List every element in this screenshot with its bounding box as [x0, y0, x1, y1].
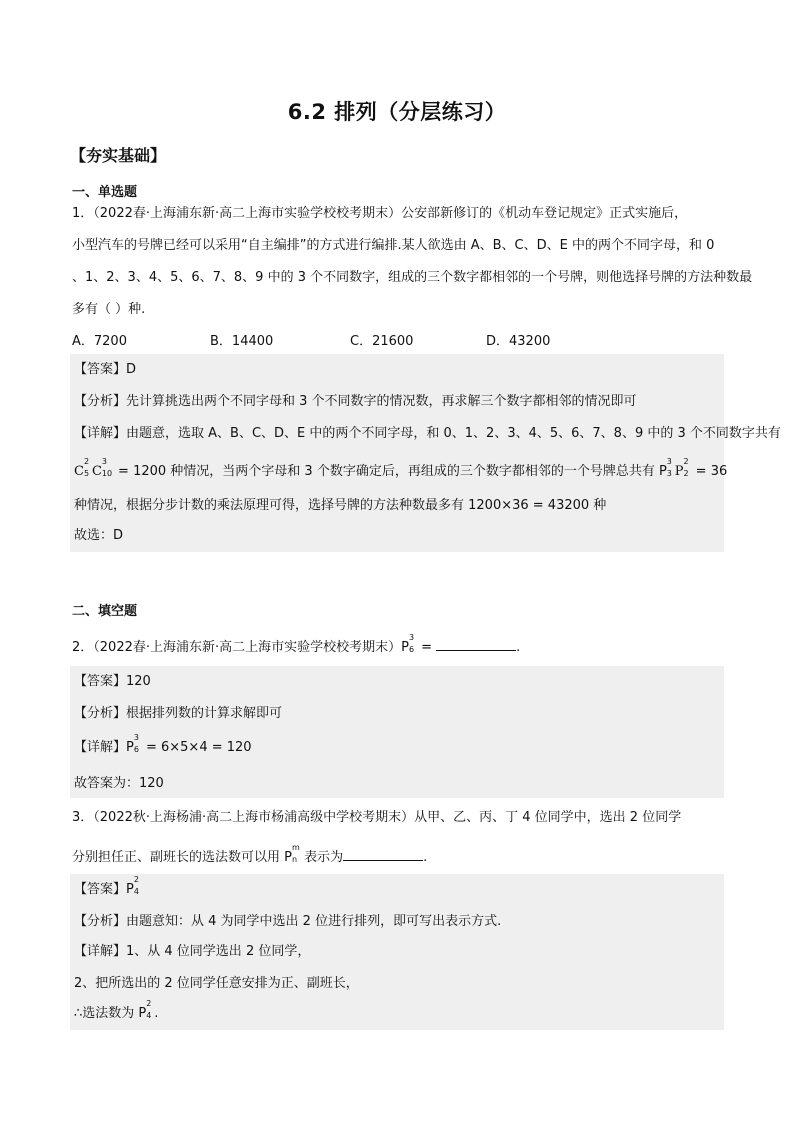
section-label: 【夯实基础】: [70, 146, 167, 165]
q1-analysis: 【分析】先计算挑选出两个不同字母和 3 个不同数字的情况数，再求解三个数字都相邻的情况即可: [74, 394, 637, 409]
page-title: 6.2 排列（分层练习）: [287, 100, 507, 124]
q2-answer-box: [70, 666, 724, 798]
q1-stem-line1: 1．（2022春·上海浦东新·高二上海市实验学校校考期末）公安部新修订的《机动车登记规定》正式实施后，: [72, 206, 688, 221]
q1-option-d: D．43200: [486, 334, 551, 349]
q3-blank: [343, 846, 423, 861]
part2-heading: 二、填空题: [72, 604, 138, 619]
q1-answer-box: [70, 354, 781, 552]
q1-option-b: B．14400: [210, 334, 274, 349]
q2-answer: 【答案】120: [74, 674, 151, 689]
q3-detail-line1: 【详解】1、从 4 位同学选出 2 位同学，: [74, 944, 311, 959]
q1-conclusion: 故选：D: [74, 528, 124, 543]
q1-answer: 【答案】D: [74, 362, 137, 377]
q2-blank: [436, 636, 516, 651]
q2-stem: 2．（2022春·上海浦东新·高二上海市实验学校校考期末）P 3 6 = .: [72, 633, 521, 655]
q2-detail: 【详解】P 3 6 = 6×5×4 = 120: [74, 733, 252, 755]
q3-answer-box: [70, 874, 724, 1030]
q3-answer: 【答案】P 2 4: [74, 875, 139, 897]
q3-detail-line2: 2、把所选出的 2 位同学任意安排为正、副班长，: [74, 976, 359, 991]
q1-stem-line3: 、1、2、3、4、5、6、7、8、9 中的 3 个不同数字，组成的三个数字都相邻的一个号牌，则他选择号牌的方法种数最: [72, 270, 753, 285]
part1-heading: 一、单选题: [72, 185, 138, 200]
q1-option-a: A．7200: [72, 334, 127, 349]
q1-detail-line3: 种情况，根据分步计数的乘法原理可得，选择号牌的方法种数最多有 1200×36 = 43200 种: [74, 498, 607, 513]
q1-detail-line2: C 2 5 C 3 10 = 1200 种情况，当两个字母和 3 个数字确定后，再组成的三个数字都相邻的一个号牌总共有 P 3 3 P 2 2 = 36: [74, 457, 728, 479]
q1-stem-line4: 多有（ ）种.: [72, 302, 146, 317]
q1-option-c: C．21600: [350, 334, 414, 349]
q3-stem-line1: 3．（2022秋·上海杨浦·高二上海市杨浦高级中学校考期末）从甲、乙、丙、丁 4 位同学中，选出 2 位同学: [72, 810, 682, 825]
q3-detail-line3: ∴选法数为 P 2 4 .: [74, 999, 159, 1021]
q3-stem-line2: 分别担任正、副班长的选法数可以用 P m n 表示为 .: [72, 843, 428, 865]
q3-analysis: 【分析】由题意知：从 4 为同学中选出 2 位进行排列，即可写出表示方式.: [74, 914, 502, 929]
q1-detail-line1: 【详解】由题意，选取 A、B、C、D、E 中的两个不同字母，和 0、1、2、3、4、5、6、7、8、9 中的 3 个不同数字共有: [74, 426, 781, 441]
q1-stem-line2: 小型汽车的号牌已经可以采用“自主编排”的方式进行编排.某人欲选由 A、B、C、D、E 中的两个不同字母，和 0: [72, 238, 715, 253]
q2-analysis: 【分析】根据排列数的计算求解即可: [74, 706, 283, 721]
q2-conclusion: 故答案为：120: [74, 776, 164, 791]
